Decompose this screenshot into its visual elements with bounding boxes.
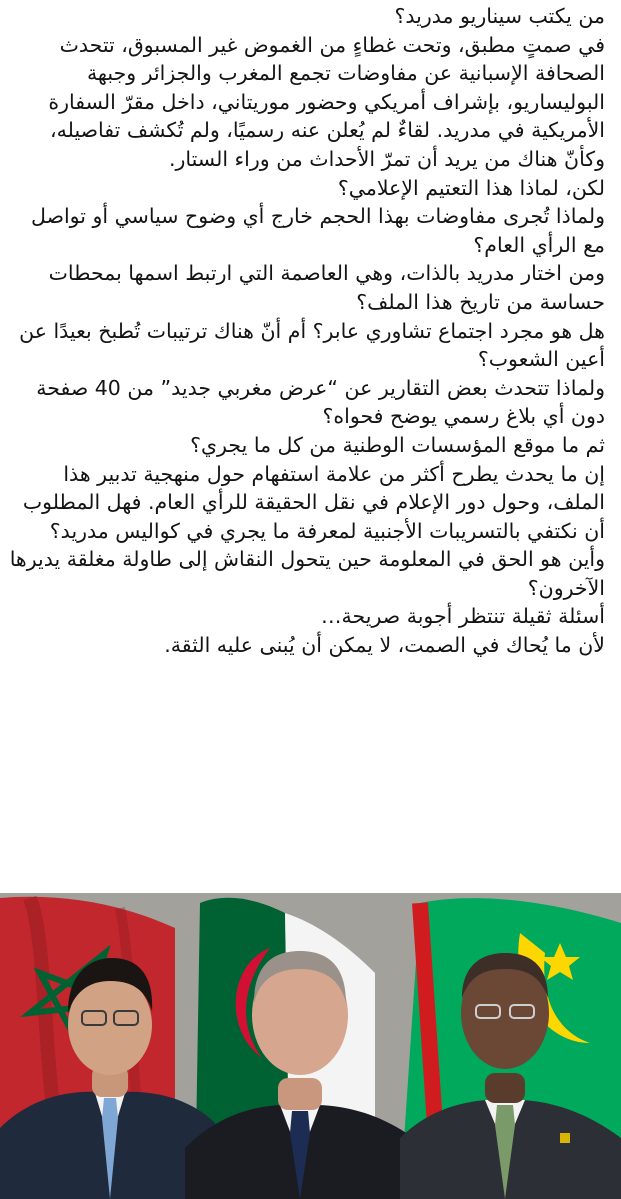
post-paragraph: لأن ما يُحاك في الصمت، لا يمكن أن يُبنى عليه الثقة. [164,633,605,658]
post-paragraph: ثم ما موقع المؤسسات الوطنية من كل ما يجري؟ [190,432,605,457]
post-paragraph: ولماذا تتحدث بعض التقارير عن “عرض مغربي جديد” من 40 صفحة دون أي بلاغ رسمي يوضح فحواه؟ [36,375,605,429]
post-paragraph: أسئلة ثقيلة تنتظر أجوبة صريحة… [321,604,605,629]
post-paragraph: إن ما يحدث يطرح أكثر من علامة استفهام حول منهجية تدبير هذا الملف، وحول دور الإعلام في نقل الحقيقة للرأي العام. فهل المطلوب أن نكتفي بالتسريبات الأجنبية لمعرفة ما يجري في كواليس مدريد؟ [22,461,605,543]
post-paragraph: ومن اختار مدريد بالذات، وهي العاصمة التي ارتبط اسمها بمحطات حساسة من تاريخ هذا الملف؟ [48,261,605,314]
photo-illustration [0,893,621,1199]
lapel-pin [560,1133,570,1143]
post-paragraph: لكن، لماذا هذا التعتيم الإعلامي؟ [337,175,605,200]
post-paragraph: وأين هو الحق في المعلومة حين يتحول النقاش إلى طاولة مغلقة يديرها الآخرون؟ [9,547,605,600]
post-paragraph: في صمتٍ مطبق، وتحت غطاءٍ من الغموض غير المسبوق، تتحدث الصحافة الإسبانية عن مفاوضات تجمع المغرب والجزائر وجبهة البوليساريو، بإشراف أمريكي وحضور موريتاني، داخل مقرّ السفارة الأمريكية في مدريد. لقاءٌ لم يُعلن عنه رسميًا، ولم تُكشف تفاصيله، وكأنّ هناك من يريد أن تمرّ الأحداث من وراء الستار. [48,32,605,171]
post-paragraph: ولماذا تُجرى مفاوضات بهذا الحجم خارج أي وضوح سياسي أو تواصل مع الرأي العام؟ [31,204,605,257]
post-title: من يكتب سيناريو مدريد؟ [394,4,605,28]
post-paragraph: هل هو مجرد اجتماع تشاوري عابر؟ أم أنّ هناك ترتيبات تُطبخ بعيدًا عن أعين الشعوب؟ [19,318,605,372]
post-photo[interactable] [0,893,621,1199]
